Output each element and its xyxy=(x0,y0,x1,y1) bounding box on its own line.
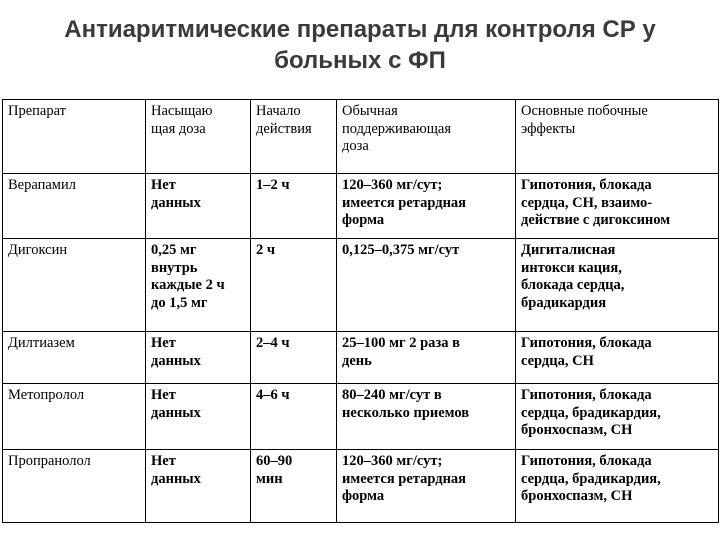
cell-text-line: каждые 2 ч xyxy=(151,277,225,293)
cell-maintenance-dose xyxy=(337,384,516,450)
cell-text-line: данных xyxy=(151,404,201,421)
cell-onset xyxy=(251,384,337,450)
cell-text-line: Верапамил xyxy=(8,177,76,193)
cell-text-line: 2 ч xyxy=(256,242,276,258)
header-cell-drug xyxy=(3,100,146,174)
cell-text-line: Дигиталисная xyxy=(521,242,616,258)
cell-text-line: данных xyxy=(151,352,201,369)
cell-drug xyxy=(3,384,146,450)
header-cell-maintenance-dose xyxy=(337,100,516,174)
cell-text-line: день xyxy=(342,352,372,369)
cell-text-line: блокада сердца, xyxy=(521,277,625,293)
cell-text-line: Нет xyxy=(151,453,176,469)
cell-text-line: Обычная xyxy=(342,103,398,119)
cell-side-effects xyxy=(516,239,719,332)
cell-text-line: 0,25 мг xyxy=(151,242,197,258)
cell-text-line: 1–2 ч xyxy=(256,177,290,193)
cell-onset xyxy=(251,239,337,332)
table-header xyxy=(3,100,719,174)
header-cell-side-effects xyxy=(516,100,719,174)
cell-text-line: Пропранолол xyxy=(8,453,91,469)
drug-table xyxy=(2,99,719,523)
cell-text-line: Основные побочные xyxy=(521,103,648,119)
cell-text-line: эффекты xyxy=(521,120,576,137)
cell-onset xyxy=(251,450,337,523)
cell-text-line: Дигоксин xyxy=(8,242,68,258)
table-row xyxy=(3,384,719,450)
cell-text-line: доза xyxy=(342,138,369,154)
cell-text-line: сердца, брадикардия, xyxy=(521,470,661,487)
slide-title xyxy=(0,14,720,76)
cell-onset xyxy=(251,332,337,384)
cell-drug xyxy=(3,174,146,239)
cell-text-line: до 1,5 мг xyxy=(151,294,208,311)
cell-text-line: Гипотония, блокада xyxy=(521,335,652,351)
cell-loading-dose xyxy=(146,384,251,450)
cell-text-line: бронхоспазм, СН xyxy=(521,422,633,438)
cell-text-line: Нет xyxy=(151,177,176,193)
cell-side-effects xyxy=(516,450,719,523)
cell-maintenance-dose xyxy=(337,332,516,384)
table-body xyxy=(3,174,719,523)
cell-text-line: мин xyxy=(256,470,283,487)
cell-text-line: 4–6 ч xyxy=(256,387,290,403)
cell-text-line: интокси кация, xyxy=(521,259,622,276)
cell-text-line: внутрь xyxy=(151,259,198,276)
cell-text-line: 120–360 мг/сут; xyxy=(342,453,443,469)
cell-text-line: сердца, брадикардия, xyxy=(521,404,661,421)
cell-loading-dose xyxy=(146,450,251,523)
cell-side-effects xyxy=(516,332,719,384)
cell-text-line: 2–4 ч xyxy=(256,335,290,351)
cell-drug xyxy=(3,239,146,332)
cell-text-line: Гипотония, блокада xyxy=(521,387,652,403)
title-line-2: больных с ФП xyxy=(274,47,446,74)
cell-text-line: брадикардия xyxy=(521,294,607,311)
cell-text-line: Гипотония, блокада xyxy=(521,453,652,469)
cell-text-line: несколько приемов xyxy=(342,404,470,421)
cell-text-line: действие с дигоксином xyxy=(521,212,671,228)
cell-maintenance-dose xyxy=(337,450,516,523)
cell-loading-dose xyxy=(146,239,251,332)
title-line-1: Антиаритмические препараты для контроля СР у xyxy=(64,16,656,43)
cell-text-line: Препарат xyxy=(8,103,66,119)
cell-side-effects xyxy=(516,384,719,450)
cell-text-line: Нет xyxy=(151,335,176,351)
cell-text-line: 0,125–0,375 мг/сут xyxy=(342,242,460,258)
cell-text-line: 60–90 xyxy=(256,453,293,469)
table-row xyxy=(3,332,719,384)
table-row xyxy=(3,239,719,332)
cell-text-line: поддерживающая xyxy=(342,120,452,137)
cell-text-line: 80–240 мг/сут в xyxy=(342,387,442,403)
cell-loading-dose xyxy=(146,332,251,384)
cell-text-line: действия xyxy=(256,120,312,137)
cell-maintenance-dose xyxy=(337,239,516,332)
cell-text-line: Начало xyxy=(256,103,301,119)
cell-text-line: данных xyxy=(151,470,201,487)
cell-text-line: сердца, СН xyxy=(521,352,594,369)
cell-text-line: имеется ретардная xyxy=(342,470,467,487)
cell-text-line: Насыщаю xyxy=(151,103,213,119)
cell-onset xyxy=(251,174,337,239)
cell-drug xyxy=(3,450,146,523)
cell-text-line: бронхоспазм, СН xyxy=(521,488,633,504)
header-row xyxy=(3,100,719,174)
cell-side-effects xyxy=(516,174,719,239)
cell-text-line: Гипотония, блокада xyxy=(521,177,652,193)
cell-text-line: форма xyxy=(342,488,385,504)
cell-text-line: 120–360 мг/сут; xyxy=(342,177,443,193)
cell-text-line: Дилтиазем xyxy=(8,335,75,351)
header-cell-onset xyxy=(251,100,337,174)
cell-text-line: щая доза xyxy=(151,120,206,137)
cell-text-line: Метопролол xyxy=(8,387,85,403)
cell-text-line: данных xyxy=(151,194,201,211)
cell-maintenance-dose xyxy=(337,174,516,239)
cell-text-line: 25–100 мг 2 раза в xyxy=(342,335,460,351)
table-row xyxy=(3,174,719,239)
cell-drug xyxy=(3,332,146,384)
cell-text-line: форма xyxy=(342,212,385,228)
header-cell-loading-dose xyxy=(146,100,251,174)
cell-loading-dose xyxy=(146,174,251,239)
cell-text-line: имеется ретардная xyxy=(342,194,467,211)
cell-text-line: Нет xyxy=(151,387,176,403)
cell-text-line: сердца, СН, взаимо- xyxy=(521,194,653,211)
table-row xyxy=(3,450,719,523)
